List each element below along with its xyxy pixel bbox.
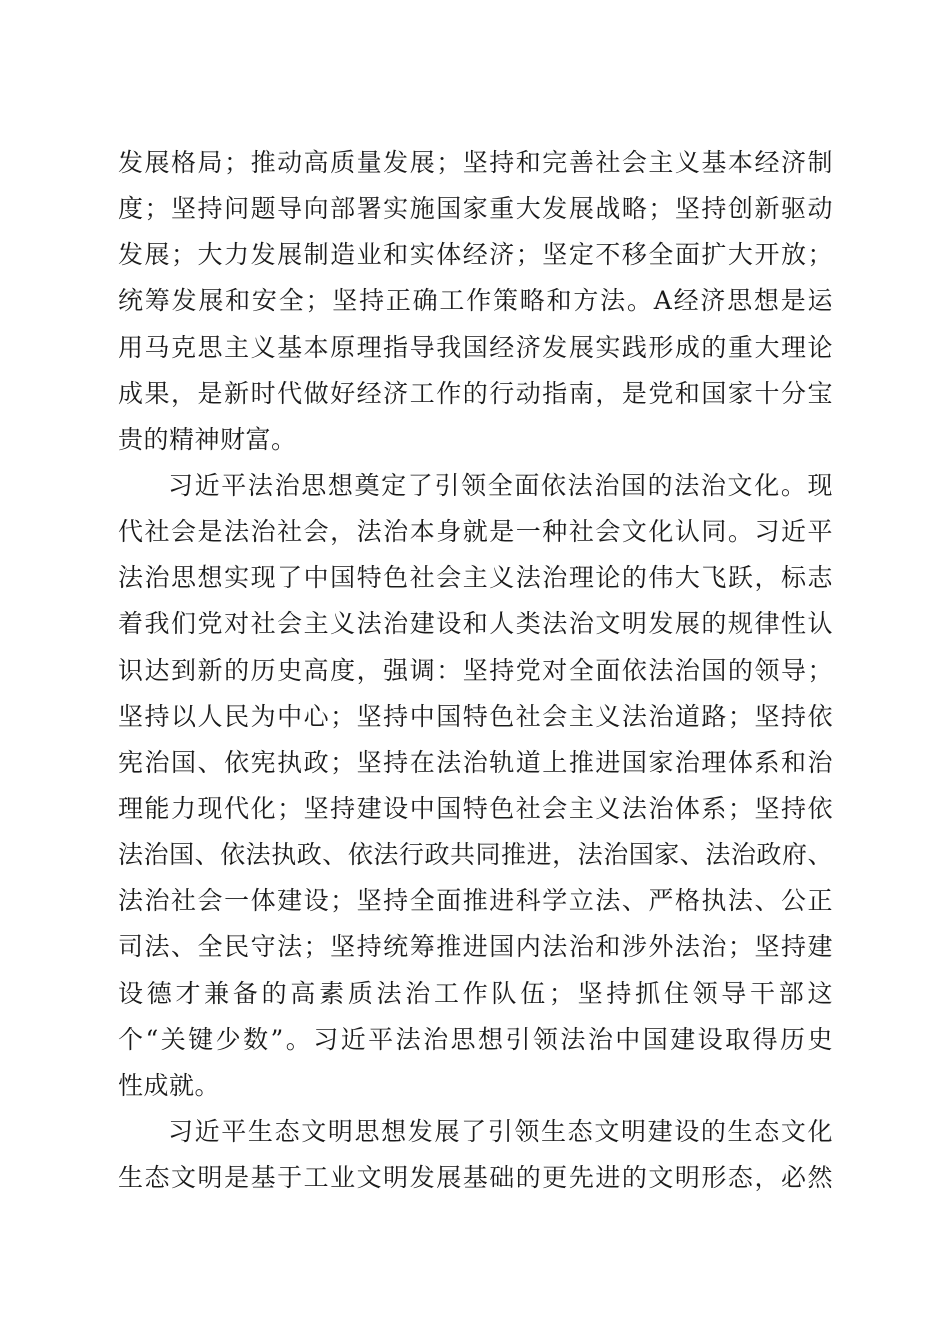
- text-line: 设德才兼备的高素质法治工作队伍；坚持抓住领导干部这: [118, 978, 833, 1008]
- text-line: 个“关键少数”。习近平法治思想引领法治中国建设取得历史: [118, 1024, 833, 1054]
- text-line: 着我们党对社会主义法治建设和人类法治文明发展的规律性认: [118, 609, 833, 639]
- body-text: [118, 140, 833, 1201]
- text-line: 发展；大力发展制造业和实体经济；坚定不移全面扩大开放；: [118, 240, 833, 270]
- text-line: 法治思想实现了中国特色社会主义法治理论的伟大飞跃，标志: [118, 563, 833, 593]
- text-line: 宪治国、依宪执政；坚持在法治轨道上推进国家治理体系和治: [118, 747, 833, 777]
- text-line: 用马克思主义基本原理指导我国经济发展实践形成的重大理论: [118, 332, 833, 362]
- text-line: 坚持以人民为中心；坚持中国特色社会主义法治道路；坚持依: [118, 701, 833, 731]
- text-line: 法治国、依法执政、依法行政共同推进，法治国家、法治政府、: [118, 840, 833, 870]
- text-line: 法治社会一体建设；坚持全面推进科学立法、严格执法、公正: [118, 886, 833, 916]
- text-line: 发展格局；推动高质量发展；坚持和完善社会主义基本经济制: [118, 148, 833, 177]
- text-line: 度；坚持问题导向部署实施国家重大发展战略；坚持创新驱动: [118, 194, 833, 224]
- text-line: 习近平法治思想奠定了引领全面依法治国的法治文化。现: [168, 470, 833, 500]
- text-line: 代社会是法治社会，法治本身就是一种社会文化认同。习近平: [118, 517, 833, 547]
- text-line: 生态文明是基于工业文明发展基础的更先进的文明形态，必然: [118, 1163, 833, 1193]
- text-line: 识达到新的历史高度，强调：坚持党对全面依法治国的领导；: [118, 655, 833, 685]
- text-line: 贵的精神财富。: [118, 424, 297, 454]
- text-line: 统筹发展和安全；坚持正确工作策略和方法。A经济思想是运: [118, 286, 833, 316]
- text-line: 性成就。: [118, 1070, 221, 1100]
- text-line: 成果，是新时代做好经济工作的行动指南，是党和国家十分宝: [118, 378, 833, 408]
- text-line: 理能力现代化；坚持建设中国特色社会主义法治体系；坚持依: [118, 793, 833, 823]
- text-line: 习近平生态文明思想发展了引领生态文明建设的生态文化: [168, 1116, 833, 1146]
- text-line: 司法、全民守法；坚持统筹推进国内法治和涉外法治；坚持建: [118, 932, 833, 962]
